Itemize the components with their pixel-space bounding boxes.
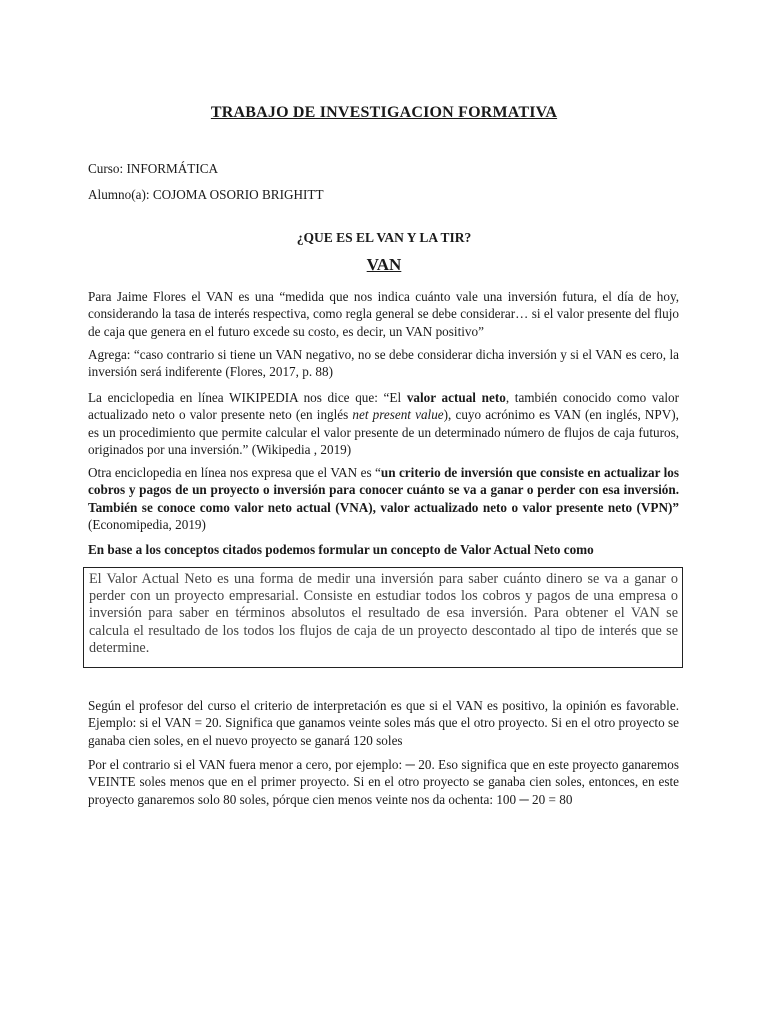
paragraph-negative-van: Por el contrario si el VAN fuera menor a cero, por ejemplo: ─ 20. Eso significa que en este proyecto ganaremos VEINTE soles menos que en el primer proyecto. Si en el otro proyecto se ganaba cien soles, entonces, en este proyecto ganaremos solo 80 soles, pórque cien menos veinte nos da ochenta: 100 ─ 20 = 80 xyxy=(88,757,679,807)
student-line: Alumno(a): COJOMA OSORIO BRIGHITT xyxy=(88,187,324,202)
economipedia-text-a: Otra enciclopedia en línea nos expresa que el VAN es “ xyxy=(88,465,381,480)
definition-box: El Valor Actual Neto es una forma de medir una inversión para saber cuánto dinero se va a ganar o perder con un proyecto empresarial. Consiste en estudiar todos los cobros y pagos de una empresa o inversión para saber en términos absolutos el resultado de esa inversión. Para obtener el VAN se calcula el resultado de los todos los flujos de caja de un proyecto descontado al tipo de interés que se determine. xyxy=(83,567,683,668)
paragraph-concept-intro xyxy=(88,541,679,558)
question-heading: ¿QUE ES EL VAN Y LA TIR? xyxy=(296,230,472,245)
wikipedia-text-a: La enciclopedia en línea WIKIPEDIA nos dice que: “El xyxy=(88,390,407,405)
wikipedia-italic-term: net present value xyxy=(352,407,444,423)
paragraph-agrega: Agrega: “caso contrario si tiene un VAN negativo, no se debe considerar dicha inversión y si el VAN es cero, la inversión será indiferente (Flores, 2017, p. 88) xyxy=(88,347,679,380)
concept-intro-bold: En base a los conceptos citados podemos formular un concepto de Valor Actual Neto como xyxy=(88,542,594,557)
course-line: Curso: INFORMÁTICA xyxy=(88,161,219,176)
van-heading: VAN xyxy=(366,255,402,274)
paragraph-economipedia xyxy=(88,464,679,534)
economipedia-citation: (Economipedia, 2019) xyxy=(88,517,206,533)
paragraph-wikipedia xyxy=(88,389,679,459)
wikipedia-bold-term: valor actual neto xyxy=(406,390,506,405)
paragraph-positive-van: Según el profesor del curso el criterio de interpretación es que si el VAN es positivo, la opinión es favorable. Ejemplo: si el VAN = 20. Significa que ganamos veinte soles más que el otro proyecto. Si en el otro proyecto se ganaba cien soles, en el nuevo proyecto se ganará 120 soles xyxy=(88,698,679,748)
paragraph-flores: Para Jaime Flores el VAN es una “medida que nos indica cuánto vale una inversión futura, el día de hoy, considerando la tasa de interés respectiva, como regla general se debe considerar… si el valor presente del flujo de caja que genera en el futuro excede su costo, es decir, un VAN positivo” xyxy=(88,289,679,339)
document-title: TRABAJO DE INVESTIGACION FORMATIVA xyxy=(210,104,558,121)
wikipedia-text-e: ), cuyo acrónimo es VAN (en inglés, NPV), es un procedimiento que permite calcular el valor presente de un determinado número de flujos de caja futuros, originados por una inversión.” (Wikipedia , 2019) xyxy=(88,407,679,458)
economipedia-bold-quote: un criterio de inversión que consiste en actualizar los cobros y pagos de un proyecto o inversión para conocer cuánto se va a ganar o perder con esa inversión. También se conoce como valor neto actual (VNA), valor actualizado neto o valor presente neto (VPN)” xyxy=(88,465,679,515)
wikipedia-text-c: , también conocido como valor actualizado neto o valor presente neto (en inglés xyxy=(88,390,679,423)
